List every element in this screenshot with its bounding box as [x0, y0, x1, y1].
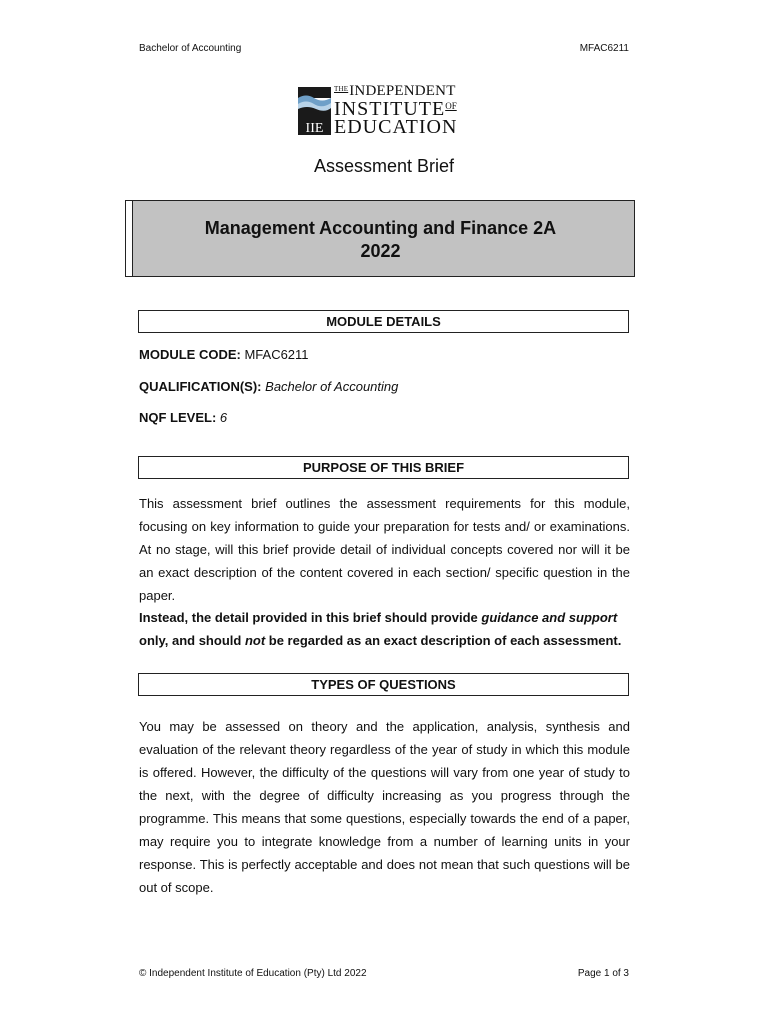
logo-independent: INDEPENDENT: [349, 83, 456, 99]
logo-institute: INSTITUTE: [334, 98, 446, 120]
logo-education: EDUCATION: [334, 116, 458, 138]
qualification-row: [139, 379, 398, 394]
types-of-questions-heading: TYPES OF QUESTIONS: [138, 673, 629, 696]
guidance-text-2: only, and should: [139, 633, 245, 648]
page-header-right: MFAC6211: [579, 43, 629, 54]
iie-logo-mark-text: IIE: [305, 121, 324, 135]
module-title-box: [125, 200, 635, 277]
iie-logo-mark-icon: [298, 87, 331, 135]
module-code-label: MODULE CODE:: [139, 347, 241, 362]
page-footer-copyright: © Independent Institute of Education (Pty) Ltd 2022: [139, 968, 367, 979]
module-year: 2022: [360, 241, 401, 261]
guidance-emphasis-1: guidance and support: [481, 610, 618, 625]
types-of-questions-paragraph: You may be assessed on theory and the application, analysis, synthesis and evaluation of the relevant theory regardless of the year of study in which this module is offered. However, the difficulty of the questions will vary from one year of study to the next, with the degree of difficulty increasing as you progress through the programme. This means that some questions, especially towards the end of a paper, may require you to integrate knowledge from a number of learning units in your response. This is perfectly acceptable and does not mean that such questions will be out of scope.: [139, 719, 630, 895]
logo-the: THE: [334, 85, 349, 93]
nqf-level-value: 6: [219, 410, 228, 425]
qualification-value: Bachelor of Accounting: [265, 379, 399, 394]
purpose-paragraph: This assessment brief outlines the assessment requirements for this module, focusing on key information to guide your preparation for tests and/ or examinations. At no stage, will this brief provide detail of individual concepts covered nor will it be an exact description of the content covered in each section/ specific question in the paper.: [139, 496, 630, 603]
logo-line-independent: [334, 84, 456, 99]
nqf-level-row: [139, 410, 227, 425]
guidance-emphasis-2: not: [244, 633, 266, 648]
guidance-text-1: Instead, the detail provided in this brief should provide: [139, 610, 482, 625]
page-header-left: Bachelor of Accounting: [139, 43, 242, 54]
module-title: Management Accounting and Finance 2A: [204, 218, 557, 238]
logo-of: OF: [445, 101, 457, 111]
purpose-heading: PURPOSE OF THIS BRIEF: [138, 456, 629, 479]
module-code-row: [139, 347, 309, 362]
page-footer-page-number: Page 1 of 3: [577, 968, 629, 979]
module-code-value: MFAC6211: [244, 347, 309, 362]
module-title-box-fill: [132, 201, 634, 276]
nqf-level-label: NQF LEVEL:: [139, 410, 217, 425]
purpose-guidance-paragraph: [139, 606, 630, 652]
assessment-brief-title: Assessment Brief: [313, 156, 455, 176]
qualification-label: QUALIFICATION(S):: [139, 379, 262, 394]
module-details-heading: MODULE DETAILS: [138, 310, 629, 333]
iie-logo: [298, 84, 478, 136]
guidance-text-3: be regarded as an exact description of each assessment.: [265, 633, 622, 648]
